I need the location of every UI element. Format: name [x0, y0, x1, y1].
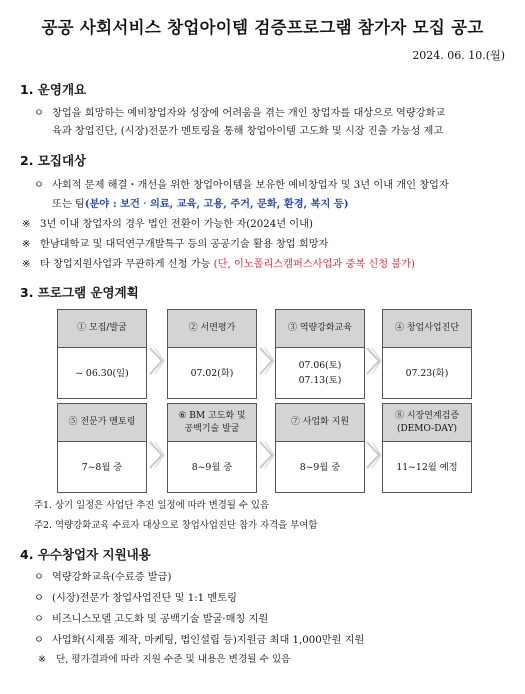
step-label: ⑧ 시장연계검증 (DEMO-DAY): [383, 404, 471, 442]
s2-note1: [22, 216, 514, 234]
support-item-text: 역량강화교육(수료증 발급): [52, 572, 172, 583]
restriction-note: (단, 이노폴리스캠퍼스사업과 중복 신청 불가): [213, 259, 415, 270]
support-item: [34, 630, 514, 651]
section-3-heading: 3. 프로그램 운영계획: [20, 285, 139, 300]
step-card: [382, 403, 472, 493]
step-card: [167, 403, 257, 493]
s2-note3: [22, 256, 514, 274]
s2-line2: [34, 195, 514, 214]
s1-line1: [34, 105, 514, 123]
step-label: ③ 역량강화교육: [276, 310, 364, 348]
notice-date: 2024. 06. 10.(월): [412, 49, 505, 62]
step-date: ~ 06.30(일): [75, 367, 129, 379]
step-card: [167, 309, 257, 399]
bullet-mark: ㅇ: [34, 108, 44, 119]
step-label: ⑤ 전문가 멘토링: [58, 404, 146, 442]
step-card: [275, 309, 365, 399]
bullet-mark: ㅇ: [34, 572, 44, 583]
step-card: [57, 309, 147, 399]
section-2-body: [22, 177, 514, 274]
bullet-mark: ㅇ: [34, 635, 44, 646]
step-date: 8~9월 중: [299, 461, 341, 473]
support-item-text: 사업화(시제품 제작, 마케팅, 법인설립 등)지원금 최대 1,000만원 지원: [52, 635, 365, 646]
step-date: 7~8월 중: [81, 461, 123, 473]
step-date: 11~12월 예정: [396, 461, 458, 473]
support-item: [34, 567, 514, 588]
s2-note3-text: 타 창업지원사업과 무관하게 신청 가능: [40, 259, 214, 270]
s2-note2-text: 한남대학교 및 대덕연구개발특구 등의 공공기술 활용 창업 희망자: [40, 239, 329, 250]
bullet-mark: ㅇ: [34, 614, 44, 625]
note-mark: ※: [22, 239, 31, 250]
step-card: [382, 309, 472, 399]
s1-text1: 창업을 희망하는 예비창업자와 성장에 어려움을 겪는 개인 창업자를 대상으로 역량강화교: [52, 108, 446, 119]
support-item: [34, 588, 514, 609]
section-2-heading: 2. 모집대상: [20, 153, 87, 168]
s1-line2: 육과 창업진단, (시장)전문가 멘토링을 통해 창업아이템 고도화 및 시장 진출 가능성 제고: [52, 126, 444, 137]
chevron-right-icon: [147, 346, 165, 376]
step-date: 8~9월 중: [191, 461, 233, 473]
support-item: [34, 609, 514, 630]
note-mark: ※: [22, 259, 31, 270]
page-title: 공공 사회서비스 창업아이템 검증프로그램 참가자 모집 공고: [41, 18, 484, 37]
chevron-right-icon: [257, 346, 275, 376]
note-mark: ※: [38, 654, 47, 665]
step-label: ⑥ BM 고도화 및 공백기술 발굴: [168, 404, 256, 442]
s2-text1: 사회적 문제 해결・개선을 위한 창업아이템을 보유한 예비창업자 및 3년 이내 개인 창업자: [52, 180, 449, 191]
section-1-heading: 1. 운영개요: [20, 82, 87, 97]
step-date: 07.02(화): [190, 367, 234, 379]
support-note-text: 단, 평가결과에 따라 지원 수준 및 내용은 변경될 수 있음: [56, 654, 291, 665]
section-1-body: [34, 105, 514, 141]
s2-note2: [22, 236, 514, 254]
section-4-heading: 4. 우수창업자 지원내용: [20, 547, 151, 562]
schedule-footnote-1: 주1. 상기 일정은 사업단 추진 일정에 따라 변경될 수 있음: [34, 500, 270, 511]
step-card: [275, 403, 365, 493]
step-label: ④ 창업사업진단: [383, 310, 471, 348]
schedule-footnote-2: 주2. 역량강화교육 수료자 대상으로 창업사업진단 참가 자격을 부여함: [34, 520, 318, 531]
chevron-right-icon: [364, 440, 382, 470]
support-item-text: 비즈니스모델 고도화 및 공백기술 발굴·매칭 지원: [52, 614, 269, 625]
support-note: [38, 651, 514, 668]
s2-line1: [34, 177, 514, 195]
step-label: ⑦ 사업화 지원: [276, 404, 364, 442]
step-card: [57, 403, 147, 493]
chevron-right-icon: [364, 346, 382, 376]
s2-note1-text: 3년 이내 창업자의 경우 법인 전환이 가능한 자(2024년 이내): [40, 219, 313, 230]
step-label: ② 서면평가: [168, 310, 256, 348]
chevron-right-icon: [257, 440, 275, 470]
step-date: 07.06(토) 07.13(토): [298, 360, 342, 386]
bullet-mark: ㅇ: [34, 593, 44, 604]
support-item-text: (시장)전문가 창업사업진단 및 1:1 멘토링: [52, 593, 237, 604]
field-list: (분야 : 보건‧의료, 교육, 고용, 주거, 문화, 환경, 복지 등): [84, 198, 349, 210]
s2-text2: 또는 팀: [52, 199, 85, 210]
bullet-mark: ㅇ: [34, 180, 44, 191]
section-4-body: [34, 567, 514, 668]
step-date: 07.23(화): [405, 367, 449, 379]
note-mark: ※: [22, 219, 31, 230]
chevron-right-icon: [147, 440, 165, 470]
step-label: ① 모집/발굴: [58, 310, 146, 348]
